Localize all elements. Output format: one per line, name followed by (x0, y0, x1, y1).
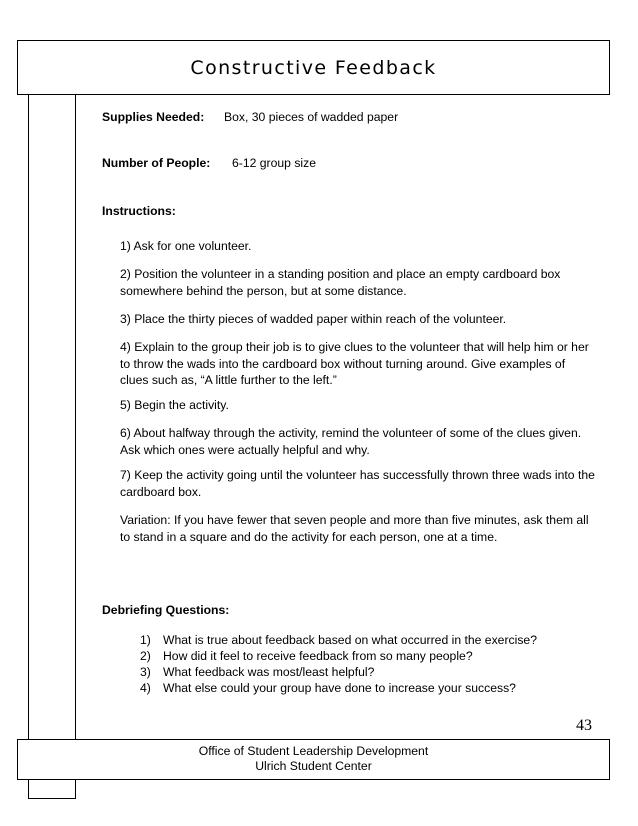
footer-location: Ulrich Student Center (255, 759, 372, 773)
instruction-step: 2) Position the volunteer in a standing position and place an empty cardboard box somewhere behind the person, but at some distance. (120, 267, 561, 298)
supplies-label: Supplies Needed: (102, 110, 205, 124)
footer-office: Office of Student Leadership Development (198, 744, 429, 758)
instruction-step: 4) Explain to the group their job is to give clues to the volunteer that will help him or her to throw the wads into the cardboard box without turning around. Give examples of clues such as, “A little further to the left.” (120, 340, 589, 388)
variation-note: Variation: If you have fewer that seven people and more than five minutes, ask them all to stand in a square and do the activity for each person, one at a time. (120, 513, 589, 544)
debriefing-heading: Debriefing Questions: (102, 603, 230, 617)
supplies-value: Box, 30 pieces of wadded paper (224, 110, 399, 124)
instruction-step: 5) Begin the activity. (120, 398, 229, 412)
list-item-text: What else could your group have done to increase your success? (163, 681, 516, 695)
page-number: 43 (576, 717, 592, 734)
list-item-text: What feedback was most/least helpful? (163, 665, 375, 679)
list-item (140, 648, 537, 664)
list-item-number: 2) (140, 649, 151, 663)
instruction-step: 7) Keep the activity going until the volunteer has successfully thrown three wads into the cardboard box. (120, 468, 595, 499)
list-item-number: 1) (140, 633, 151, 647)
bottom-left-rule (28, 780, 29, 798)
left-margin-rule (28, 40, 29, 780)
bottom-tab-rule (28, 798, 76, 799)
list-item (140, 632, 537, 648)
page-title: Constructive Feedback (190, 57, 437, 79)
list-item-text: How did it feel to receive feedback from so many people? (163, 649, 473, 663)
list-item-number: 4) (140, 681, 151, 695)
list-item (140, 680, 537, 696)
title-box (17, 40, 610, 95)
people-label: Number of People: (102, 156, 211, 170)
debriefing-list (140, 632, 537, 696)
footer-text (18, 744, 609, 774)
bottom-inner-rule (75, 780, 76, 798)
instruction-step: 6) About halfway through the activity, remind the volunteer of some of the clues given. Ask which ones were actually helpful and why. (120, 426, 582, 457)
instructions-heading: Instructions: (102, 204, 176, 218)
list-item (140, 664, 537, 680)
people-value: 6-12 group size (232, 156, 317, 170)
instruction-step: 3) Place the thirty pieces of wadded paper within reach of the volunteer. (120, 312, 507, 326)
inner-margin-rule (75, 40, 76, 780)
instruction-step: 1) Ask for one volunteer. (120, 239, 252, 253)
footer-box (17, 739, 610, 780)
list-item-number: 3) (140, 665, 151, 679)
list-item-text: What is true about feedback based on what occurred in the exercise? (163, 633, 537, 647)
